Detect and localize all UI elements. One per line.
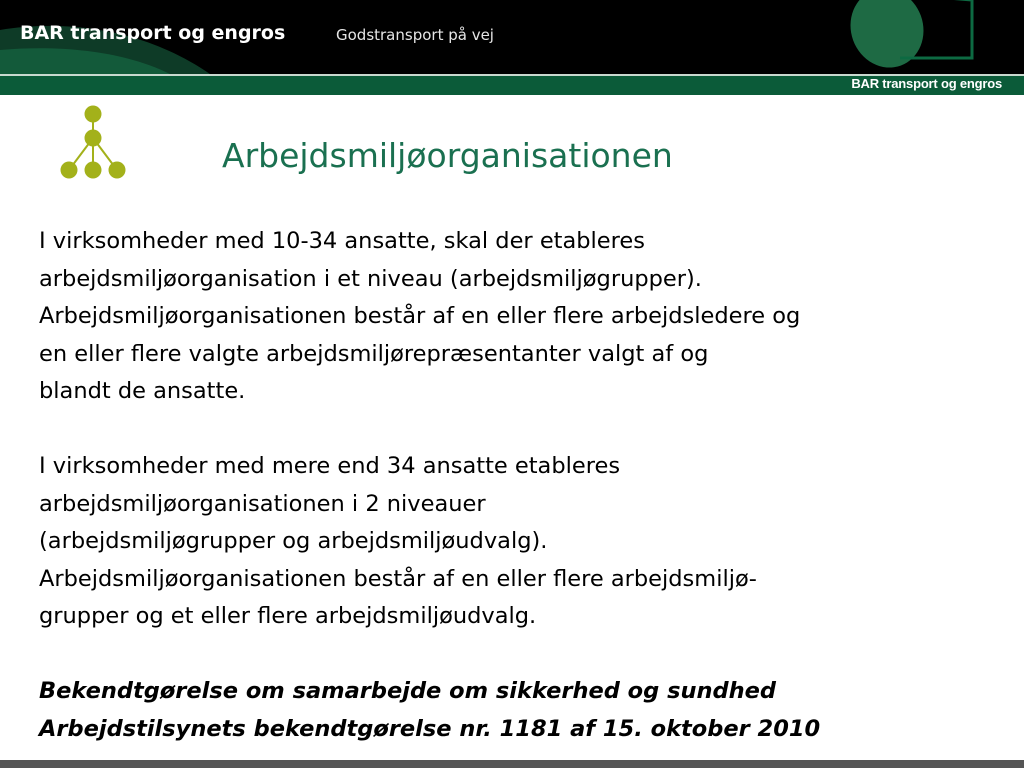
slide-title: Arbejdsmiljøorganisationen xyxy=(222,136,673,175)
org-chart-icon xyxy=(56,104,128,184)
slide-body xyxy=(39,223,1019,748)
paragraph-spacer xyxy=(39,411,1019,449)
green-oval-emblem-icon xyxy=(840,0,1024,74)
header-bar-label: BAR transport og engros xyxy=(851,76,1002,91)
paragraph2-line: grupper og et eller flere arbejdsmiljøudvalg. xyxy=(39,603,537,629)
paragraph1-line: en eller flere valgte arbejdsmiljørepræsentanter valgt af og xyxy=(39,340,709,367)
paragraph2-line: (arbejdsmiljøgrupper og arbejdsmiljøudvalg). xyxy=(39,528,548,554)
paragraph1-line: arbejdsmiljøorganisation i et niveau (arbejdsmiljøgrupper). xyxy=(39,265,702,292)
paragraph1-line: blandt de ansatte. xyxy=(39,378,246,404)
company-name: BAR transport og engros xyxy=(20,22,286,44)
reference-line: Arbejdstilsynets bekendtgørelse nr. 1181 af 15. oktober 2010 xyxy=(39,715,821,742)
company-tagline: Godstransport på vej xyxy=(336,26,494,44)
paragraph-spacer xyxy=(39,636,1019,674)
reference-line: Bekendtgørelse om samarbejde om sikkerhed og sundhed xyxy=(39,678,776,704)
paragraph2-line: I virksomheder med mere end 34 ansatte etableres xyxy=(39,453,621,479)
paragraph2-line: arbejdsmiljøorganisationen i 2 niveauer xyxy=(39,490,486,517)
paragraph1-line: Arbejdsmiljøorganisationen består af en eller flere arbejdsledere og xyxy=(39,303,801,329)
paragraph1-line: I virksomheder med 10-34 ansatte, skal der etableres xyxy=(39,228,645,254)
header-band xyxy=(0,0,1024,74)
bottom-strip xyxy=(0,760,1024,768)
paragraph2-line: Arbejdsmiljøorganisationen består af en eller flere arbejdsmiljø- xyxy=(39,565,757,592)
